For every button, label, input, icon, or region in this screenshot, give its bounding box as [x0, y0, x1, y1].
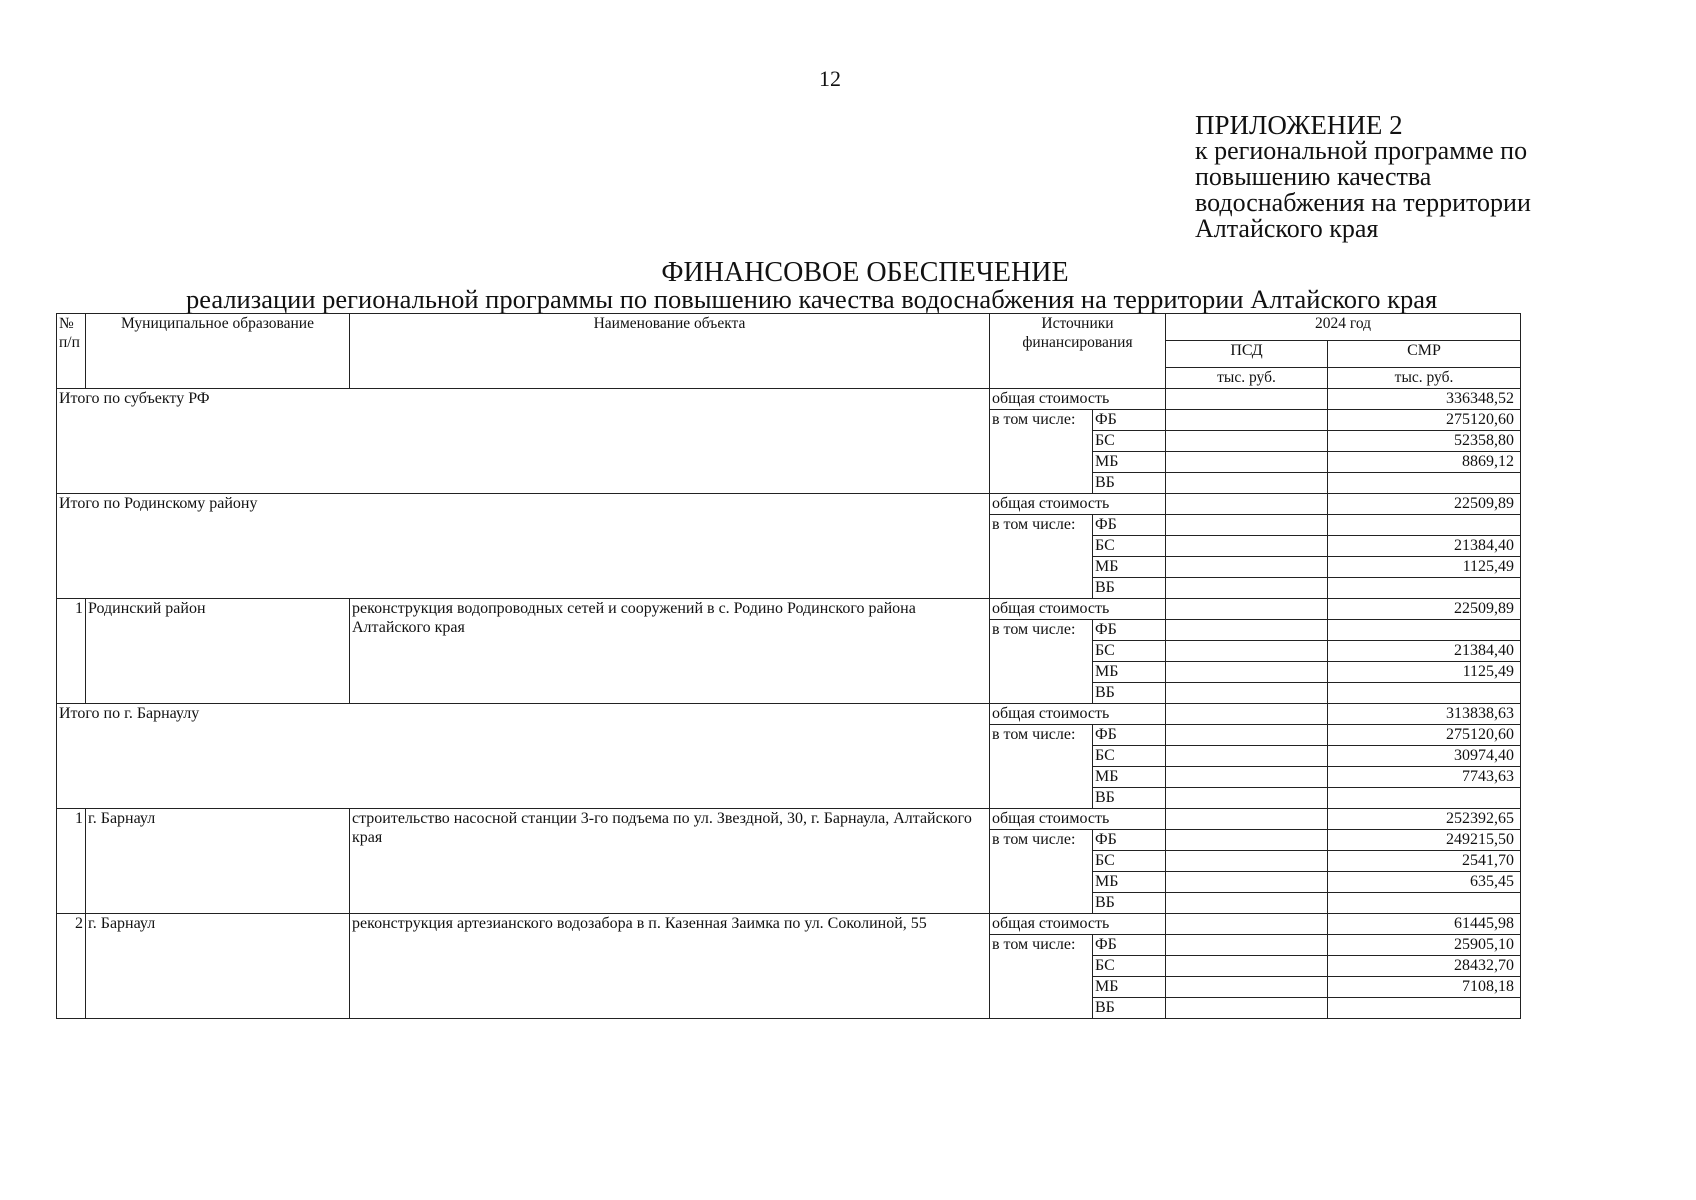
object-name-cell: реконструкция водопроводных сетей и сооружений в с. Родино Родинского района Алтайского края: [350, 599, 990, 704]
appendix-title: ПРИЛОЖЕНИЕ 2: [1195, 110, 1403, 140]
header-unit-psd: тыс. руб.: [1166, 368, 1328, 389]
psd-value: [1166, 893, 1328, 914]
psd-value: [1166, 830, 1328, 851]
source-total-label: общая стоимость: [990, 494, 1166, 515]
document-title: ФИНАНСОВОЕ ОБЕСПЕЧЕНИЕ: [661, 257, 1069, 288]
source-code-bs: БС: [1093, 956, 1166, 977]
psd-value: [1166, 410, 1328, 431]
municipality-cell: Родинский район: [86, 599, 350, 704]
source-total-label: общая стоимость: [990, 914, 1166, 935]
smr-value: 1125,49: [1328, 557, 1521, 578]
psd-value: [1166, 662, 1328, 683]
psd-value: [1166, 851, 1328, 872]
source-including-label: в том числе:: [990, 725, 1093, 809]
smr-value: 275120,60: [1328, 725, 1521, 746]
source-total-label: общая стоимость: [990, 599, 1166, 620]
source-code-bs: БС: [1093, 746, 1166, 767]
source-including-label: в том числе:: [990, 410, 1093, 494]
summary-name: Итого по субъекту РФ: [57, 389, 990, 494]
source-code-vb: ВБ: [1093, 788, 1166, 809]
smr-value: 249215,50: [1328, 830, 1521, 851]
smr-value: 22509,89: [1328, 599, 1521, 620]
source-code-bs: БС: [1093, 536, 1166, 557]
header-smr: СМР: [1328, 341, 1521, 368]
source-code-vb: ВБ: [1093, 893, 1166, 914]
header-num: № п/п: [57, 314, 86, 389]
smr-value: 30974,40: [1328, 746, 1521, 767]
source-code-vb: ВБ: [1093, 683, 1166, 704]
source-code-vb: ВБ: [1093, 998, 1166, 1019]
smr-value: 52358,80: [1328, 431, 1521, 452]
smr-value: 8869,12: [1328, 452, 1521, 473]
psd-value: [1166, 578, 1328, 599]
summary-name: Итого по г. Барнаулу: [57, 704, 990, 809]
appendix-block: [1195, 112, 1595, 242]
source-code-mb: МБ: [1093, 767, 1166, 788]
appendix-line: Алтайского края: [1195, 214, 1379, 243]
municipality-cell: г. Барнаул: [86, 914, 350, 1019]
psd-value: [1166, 998, 1328, 1019]
appendix-line: к региональной программе по: [1195, 136, 1528, 165]
appendix-line: водоснабжения на территории: [1195, 188, 1531, 217]
source-code-bs: БС: [1093, 851, 1166, 872]
summary-name: Итого по Родинскому району: [57, 494, 990, 599]
smr-value: 275120,60: [1328, 410, 1521, 431]
object-name-cell: строительство насосной станции 3-го подъема по ул. Звездной, 30, г. Барнаула, Алтайского края: [350, 809, 990, 914]
smr-value: [1328, 515, 1521, 536]
table-row: [57, 914, 1521, 935]
source-code-fb: ФБ: [1093, 620, 1166, 641]
smr-value: 313838,63: [1328, 704, 1521, 725]
smr-value: 336348,52: [1328, 389, 1521, 410]
summary-row: [57, 494, 1521, 515]
smr-value: 22509,89: [1328, 494, 1521, 515]
source-code-bs: БС: [1093, 641, 1166, 662]
psd-value: [1166, 809, 1328, 830]
page-number: 12: [819, 66, 841, 91]
psd-value: [1166, 515, 1328, 536]
psd-value: [1166, 536, 1328, 557]
smr-value: [1328, 473, 1521, 494]
smr-value: [1328, 578, 1521, 599]
source-including-label: в том числе:: [990, 620, 1093, 704]
smr-value: 21384,40: [1328, 641, 1521, 662]
header-psd: ПСД: [1166, 341, 1328, 368]
source-including-label: в том числе:: [990, 830, 1093, 914]
smr-value: 1125,49: [1328, 662, 1521, 683]
smr-value: 252392,65: [1328, 809, 1521, 830]
source-including-label: в том числе:: [990, 515, 1093, 599]
header-row: [57, 314, 1521, 341]
summary-row: [57, 389, 1521, 410]
table-row: [57, 599, 1521, 620]
psd-value: [1166, 620, 1328, 641]
smr-value: 635,45: [1328, 872, 1521, 893]
smr-value: [1328, 788, 1521, 809]
smr-value: 7743,63: [1328, 767, 1521, 788]
source-code-mb: МБ: [1093, 977, 1166, 998]
psd-value: [1166, 788, 1328, 809]
psd-value: [1166, 935, 1328, 956]
source-code-mb: МБ: [1093, 872, 1166, 893]
psd-value: [1166, 683, 1328, 704]
source-code-mb: МБ: [1093, 662, 1166, 683]
smr-value: [1328, 893, 1521, 914]
psd-value: [1166, 557, 1328, 578]
source-total-label: общая стоимость: [990, 704, 1166, 725]
source-code-mb: МБ: [1093, 452, 1166, 473]
source-code-vb: ВБ: [1093, 473, 1166, 494]
smr-value: [1328, 998, 1521, 1019]
psd-value: [1166, 704, 1328, 725]
smr-value: 28432,70: [1328, 956, 1521, 977]
smr-value: 61445,98: [1328, 914, 1521, 935]
smr-value: 25905,10: [1328, 935, 1521, 956]
psd-value: [1166, 872, 1328, 893]
smr-value: 7108,18: [1328, 977, 1521, 998]
source-total-label: общая стоимость: [990, 389, 1166, 410]
psd-value: [1166, 977, 1328, 998]
psd-value: [1166, 452, 1328, 473]
smr-value: [1328, 683, 1521, 704]
header-sources: Источники финансирования: [990, 314, 1166, 389]
appendix-line: повышению качества: [1195, 162, 1432, 191]
psd-value: [1166, 599, 1328, 620]
source-code-fb: ФБ: [1093, 830, 1166, 851]
financing-table: [56, 313, 1521, 1019]
object-name-cell: реконструкция артезианского водозабора в п. Казенная Заимка по ул. Соколиной, 55: [350, 914, 990, 1019]
psd-value: [1166, 473, 1328, 494]
smr-value: 2541,70: [1328, 851, 1521, 872]
source-code-bs: БС: [1093, 431, 1166, 452]
municipality-cell: г. Барнаул: [86, 809, 350, 914]
source-code-fb: ФБ: [1093, 935, 1166, 956]
source-code-fb: ФБ: [1093, 410, 1166, 431]
smr-value: 21384,40: [1328, 536, 1521, 557]
psd-value: [1166, 914, 1328, 935]
psd-value: [1166, 431, 1328, 452]
psd-value: [1166, 767, 1328, 788]
psd-value: [1166, 725, 1328, 746]
smr-value: [1328, 620, 1521, 641]
source-including-label: в том числе:: [990, 935, 1093, 1019]
row-number: 1: [57, 809, 86, 914]
summary-row: [57, 704, 1521, 725]
psd-value: [1166, 641, 1328, 662]
psd-value: [1166, 494, 1328, 515]
table-row: [57, 809, 1521, 830]
header-municipality: Муниципальное образование: [86, 314, 350, 389]
source-code-fb: ФБ: [1093, 515, 1166, 536]
psd-value: [1166, 956, 1328, 977]
header-year: 2024 год: [1166, 314, 1521, 341]
header-object: Наименование объекта: [350, 314, 990, 389]
source-code-vb: ВБ: [1093, 578, 1166, 599]
source-code-mb: МБ: [1093, 557, 1166, 578]
source-total-label: общая стоимость: [990, 809, 1166, 830]
header-unit-smr: тыс. руб.: [1328, 368, 1521, 389]
row-number: 1: [57, 599, 86, 704]
psd-value: [1166, 389, 1328, 410]
psd-value: [1166, 746, 1328, 767]
document-subtitle: реализации региональной программы по повышению качества водоснабжения на территории Алтайского края: [186, 284, 1438, 314]
row-number: 2: [57, 914, 86, 1019]
source-code-fb: ФБ: [1093, 725, 1166, 746]
